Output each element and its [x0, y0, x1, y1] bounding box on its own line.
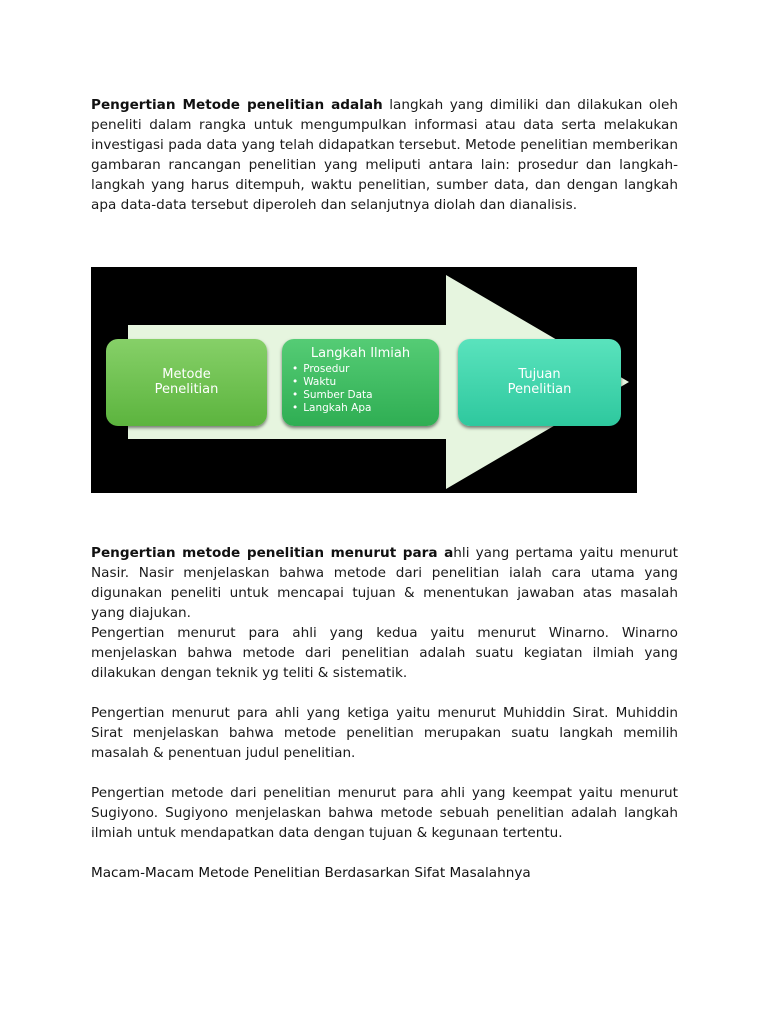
paragraph-nasir: [91, 543, 678, 623]
box-tujuan-line2: Penelitian: [507, 382, 572, 397]
box-langkah-item: • Langkah Apa: [292, 402, 373, 415]
paragraph-muhiddin-sirat: Pengertian menurut para ahli yang ketiga yaitu menurut Muhiddin Sirat. Muhiddin Sirat menjelaskan bahwa metode penelitian merupakan suatu langkah memilih masalah & penentuan judul penelitian.: [91, 705, 678, 761]
box-tujuan-label: [458, 367, 621, 397]
box-metode-line1: Metode: [162, 367, 211, 382]
box-metode-label: [106, 367, 267, 397]
paragraph-nasir-lead: Pengertian metode penelitian menurut para a: [91, 545, 454, 561]
paragraph-nasir-body: hli yang pertama yaitu menurut Nasir. Nasir menjelaskan bahwa metode dari penelitian ialah cara utama yang digunakan peneliti untuk mencapai tujuan & menentukan jawaban atas masalah yang diajukan.: [91, 545, 678, 621]
box-langkah-item: • Sumber Data: [292, 389, 373, 402]
paragraph-definition: [91, 95, 678, 215]
process-diagram: [91, 267, 637, 493]
box-tujuan-line1: Tujuan: [518, 367, 561, 382]
paragraph-sugiyono: Pengertian metode dari penelitian menurut para ahli yang keempat yaitu menurut Sugiyono. Sugiyono menjelaskan bahwa metode sebuah penelitian adalah langkah ilmiah untuk mendapatkan data dengan tujuan & kegunaan tertentu.: [91, 785, 678, 841]
box-langkah-item: • Waktu: [292, 376, 373, 389]
diagram-box-langkah-ilmiah: [282, 339, 439, 426]
box-langkah-list: [292, 363, 373, 415]
box-langkah-item: • Prosedur: [292, 363, 373, 376]
diagram-box-metode-penelitian: [106, 339, 267, 426]
box-langkah-title: Langkah Ilmiah: [310, 346, 411, 361]
paragraph-definition-lead: Pengertian Metode penelitian adalah: [91, 97, 383, 113]
paragraph-winarno: Pengertian menurut para ahli yang kedua yaitu menurut Winarno. Winarno menjelaskan bahwa metode dari penelitian adalah suatu kegiatan ilmiah yang dilakukan dengan teknik yg teliti & sistematik.: [91, 625, 678, 681]
diagram-box-tujuan-penelitian: [458, 339, 621, 426]
box-metode-line2: Penelitian: [154, 382, 219, 397]
paragraph-definition-body: langkah yang dimiliki dan dilakukan oleh peneliti dalam rangka untuk mengumpulkan informasi atau data serta melakukan investigasi pada data yang telah didapatkan tersebut. Metode penelitian memberikan gambaran rancangan penelitian yang meliputi antara lain: prosedur dan langkah-langkah yang harus ditempuh, waktu penelitian, sumber data, dan dengan langkah apa data-data tersebut diperoleh dan selanjutnya diolah dan dianalisis.: [91, 97, 678, 213]
section-heading: Macam-Macam Metode Penelitian Berdasarkan Sifat Masalahnya: [91, 865, 531, 881]
